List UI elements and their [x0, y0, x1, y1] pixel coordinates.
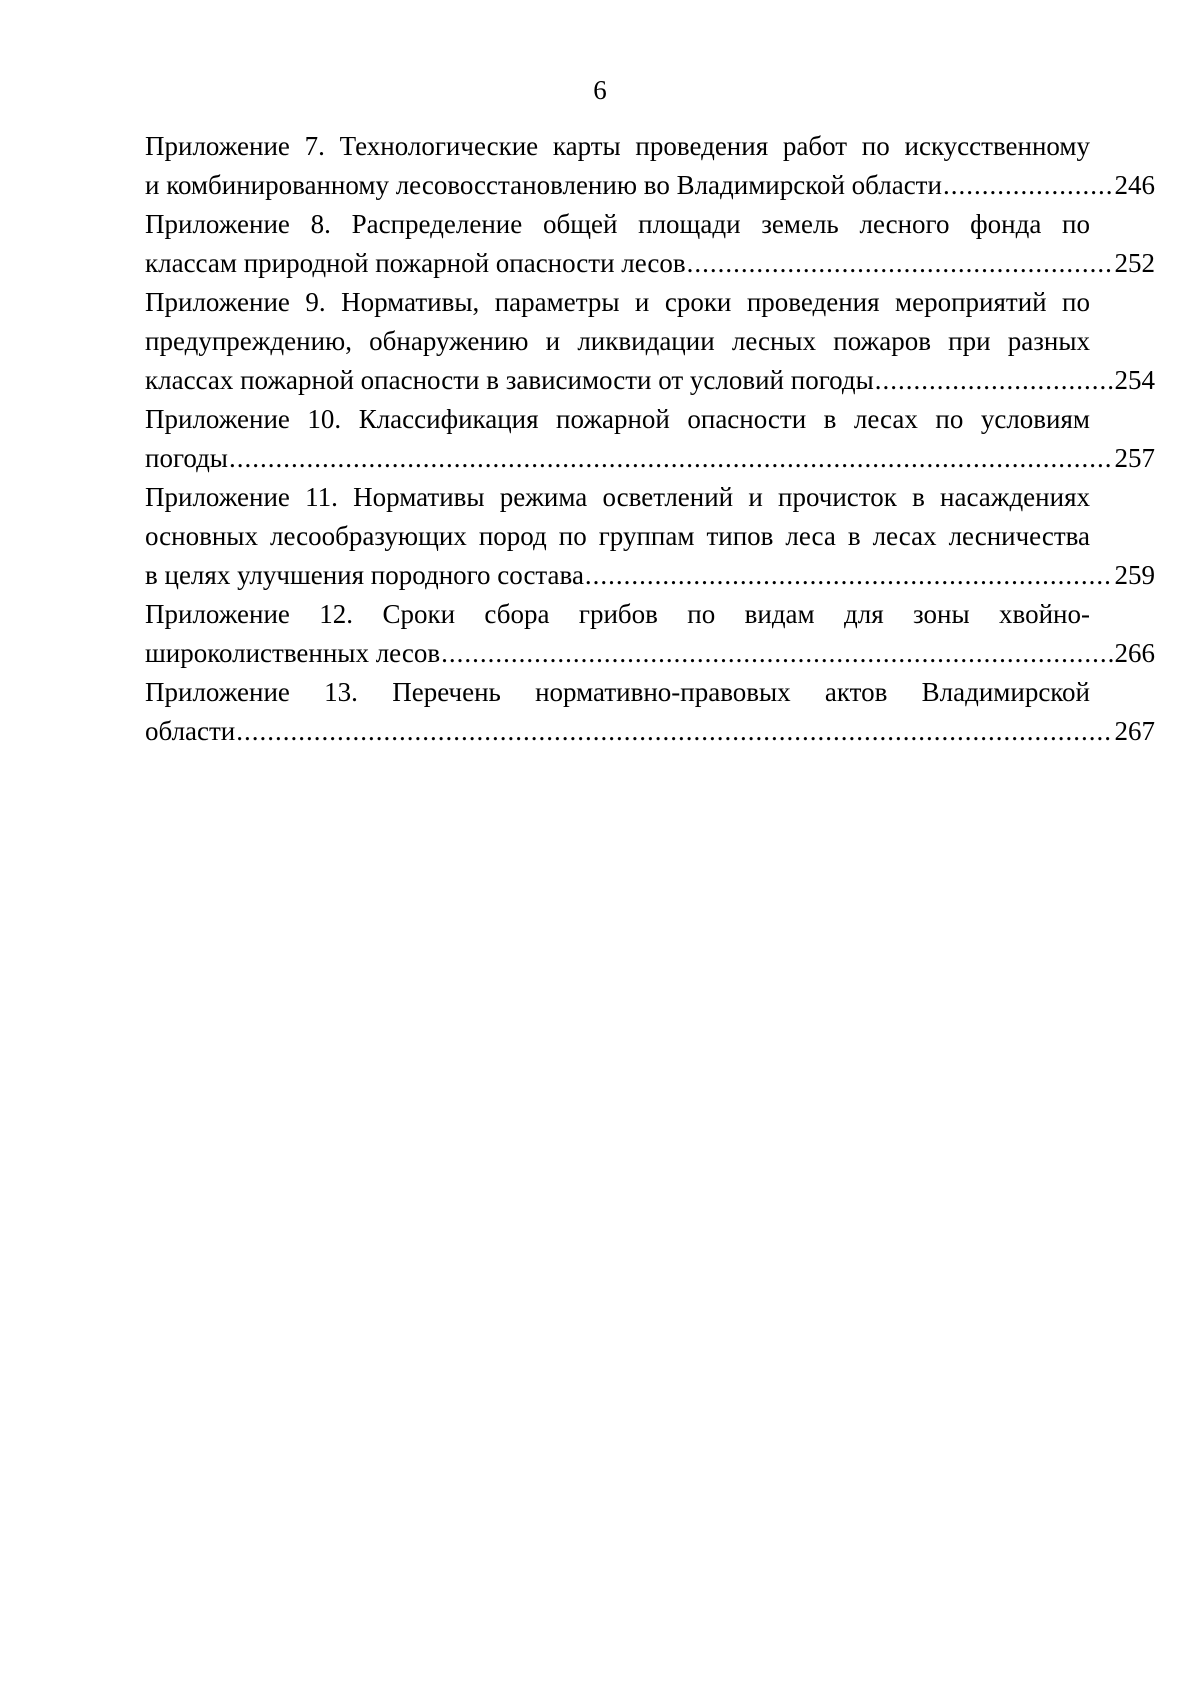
toc-entry-text: Приложение 7. Технологические карты проведения работ по искусственному — [145, 131, 1090, 161]
toc-entry-text: широколиственных лесов — [145, 638, 441, 668]
page-number: 6 — [593, 75, 607, 105]
toc-entry-appendix-10[interactable] — [145, 400, 1155, 478]
dot-leader — [686, 244, 1113, 283]
toc-entry-text: Приложение 12. Сроки сбора грибов по видам для зоны хвойно- — [145, 599, 1090, 629]
dot-leader — [942, 166, 1113, 205]
toc-entry-text: классам природной пожарной опасности лесов — [145, 248, 686, 278]
toc-entry-text: и комбинированному лесовосстановлению во Владимирской области — [145, 170, 942, 200]
toc-entry-appendix-8[interactable] — [145, 205, 1155, 283]
toc-entry-last-line — [145, 166, 1155, 205]
toc-page-number: 252 — [1114, 248, 1155, 278]
toc-entry-text: предупреждению, обнаружению и ликвидации лесных пожаров при разных — [145, 326, 1090, 356]
toc-entry-appendix-12[interactable] — [145, 595, 1155, 673]
toc-page-number: 259 — [1114, 560, 1155, 590]
toc-entry-text: классах пожарной опасности в зависимости от условий погоды — [145, 365, 874, 395]
dot-leader — [874, 361, 1113, 400]
toc-page-number: 267 — [1114, 716, 1155, 746]
toc-entry-text: основных лесообразующих пород по группам типов леса в лесах лесничества — [145, 521, 1090, 551]
toc-entry-last-line — [145, 439, 1155, 478]
dot-leader — [235, 712, 1112, 751]
toc-page-number: 266 — [1114, 638, 1155, 668]
toc-entry-last-line — [145, 634, 1155, 673]
toc-entry-text: Приложение 11. Нормативы режима осветлений и прочисток в насаждениях — [145, 482, 1090, 512]
toc-entry-text: области — [145, 716, 236, 746]
toc-entry-text: Приложение 10. Классификация пожарной опасности в лесах по условиям — [145, 404, 1090, 434]
toc-entry-appendix-13[interactable] — [145, 673, 1155, 751]
dot-leader — [584, 556, 1113, 595]
toc-entry-appendix-9[interactable] — [145, 283, 1155, 400]
toc-entry-text: Приложение 13. Перечень нормативно-правовых актов Владимирской — [145, 677, 1090, 707]
dot-leader — [228, 439, 1113, 478]
toc-entry-last-line — [145, 556, 1155, 595]
toc-page-number: 254 — [1114, 365, 1155, 395]
toc-entry-text: в целях улучшения породного состава — [145, 560, 584, 590]
table-of-contents — [145, 127, 1155, 751]
toc-entry-text: Приложение 9. Нормативы, параметры и сроки проведения мероприятий по — [145, 287, 1090, 317]
toc-entry-appendix-11[interactable] — [145, 478, 1155, 595]
toc-entry-text: Приложение 8. Распределение общей площади земель лесного фонда по — [145, 209, 1090, 239]
dot-leader — [440, 634, 1112, 673]
toc-page-number: 257 — [1114, 443, 1155, 473]
toc-entry-last-line — [145, 244, 1155, 283]
toc-page-number: 246 — [1114, 170, 1155, 200]
toc-entry-last-line — [145, 712, 1155, 751]
toc-entry-text: погоды — [145, 443, 228, 473]
toc-entry-last-line — [145, 361, 1155, 400]
toc-entry-appendix-7[interactable] — [145, 127, 1155, 205]
